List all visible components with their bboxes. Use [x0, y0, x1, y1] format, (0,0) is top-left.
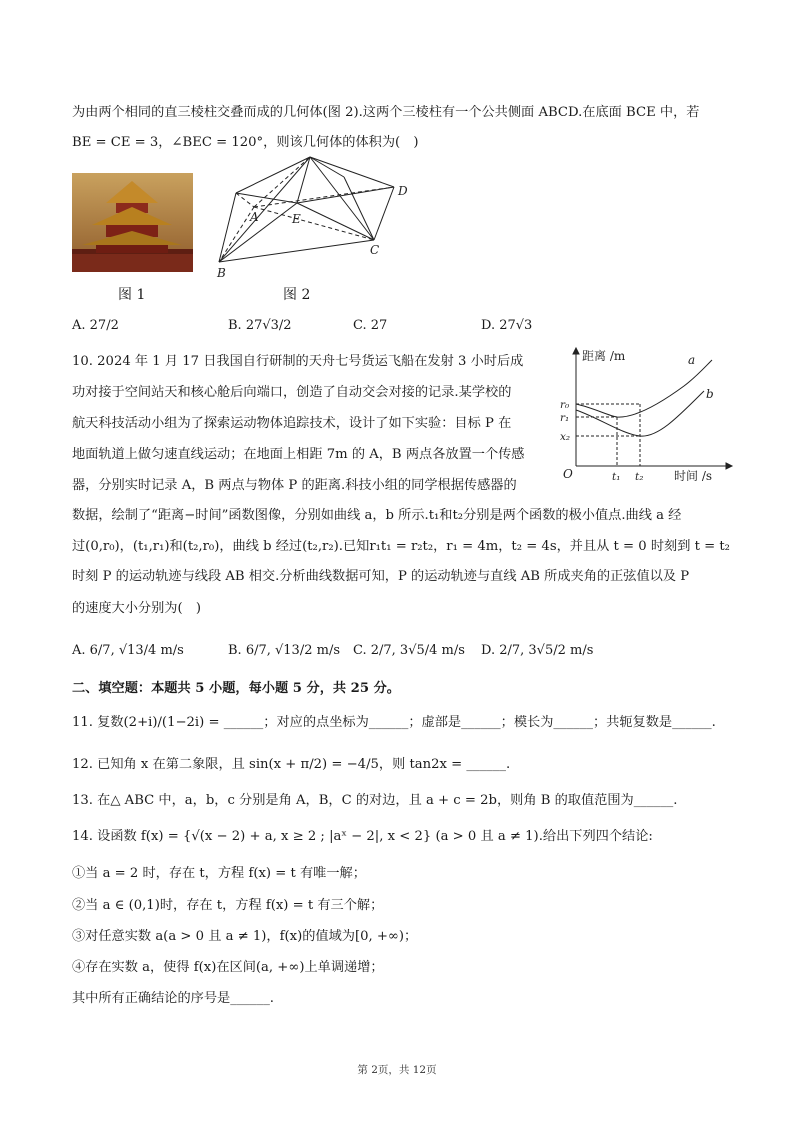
geometry-figure	[214, 155, 419, 280]
q10-line2: 功对接于空间站天和核心舱后向端口，创造了自动交会对接的记录.某学校的	[72, 385, 512, 400]
q14-item-3: ③对任意实数 a(a > 0 且 a ≠ 1)，f(x)的值域为[0, +∞)；	[72, 929, 418, 944]
q12-text: 12. 已知角 x 在第二象限，且 sin(x + π/2) = −4/5，则 tan2x = ______.	[72, 757, 511, 772]
q10-option-c: C. 2/7, 3√5/4 m/s	[353, 643, 465, 658]
point-e: E	[292, 212, 301, 226]
q13-text: 13. 在△ ABC 中，a，b，c 分别是角 A，B，C 的对边，且 a + c = 2b，则角 B 的取值范围为______.	[72, 793, 678, 808]
graph-origin: O	[563, 467, 573, 481]
q10-line6: 数据，绘制了“距离−时间”函数图像，分别如曲线 a，b 所示.t₁和t₂分别是两个函数的极小值点.曲线 a 经	[72, 508, 682, 523]
point-b: B	[217, 266, 226, 280]
q14-end: 其中所有正确结论的序号是______.	[72, 991, 275, 1006]
xtick-t1: t₁	[612, 471, 621, 481]
graph-ylabel: 距离 /m	[582, 349, 626, 363]
curve-b-label: b	[706, 387, 714, 401]
q9-option-d: D. 27√3	[481, 318, 533, 333]
q10-line1: 10. 2024 年 1 月 17 日我国自行研制的天舟七号货运飞船在发射 3 小时后成	[72, 354, 524, 369]
page-footer: 第 2页，共 12页	[357, 1064, 437, 1076]
q10-option-d: D. 2/7, 3√5/2 m/s	[481, 643, 594, 658]
curve-a-label: a	[688, 353, 696, 367]
point-d: D	[398, 184, 408, 198]
q9-option-b: B. 27√3/2	[228, 318, 292, 333]
ytick-x2: x₂	[560, 431, 571, 443]
point-a: A	[250, 210, 259, 224]
section-heading: 二、填空题：本题共 5 小题，每小题 5 分，共 25 分。	[72, 681, 400, 696]
q10-line4: 地面轨道上做匀速直线运动；在地面上相距 7m 的 A，B 两点各放置一个传感	[72, 447, 525, 462]
q14-stem: 14. 设函数 f(x) = {√(x − 2) + a, x ≥ 2 ; |aˣ − 2|, x < 2} (a > 0 且 a ≠ 1).给出下列四个结论:	[72, 829, 653, 844]
q9-line1: 为由两个相同的直三棱柱交叠而成的几何体(图 2).这两个三棱柱有一个公共侧面 ABCD.在底面 BCE 中，若	[72, 105, 700, 120]
q10-option-b: B. 6/7, √13/2 m/s	[228, 643, 340, 658]
q10-option-a: A. 6/7, √13/4 m/s	[72, 643, 184, 658]
graph-xlabel: 时间 /s	[674, 469, 713, 481]
xtick-t2: t₂	[635, 471, 644, 481]
q9-line2: BE = CE = 3，∠BEC = 120°，则该几何体的体积为( )	[72, 135, 419, 150]
pagoda-photo	[72, 173, 193, 272]
q14-item-1: ①当 a = 2 时，存在 t，方程 f(x) = t 有唯一解；	[72, 866, 366, 881]
q11-text: 11. 复数(2+i)/(1−2i) = ______；对应的点坐标为______；虚部是______；模长为______；共轭复数是______.	[72, 715, 716, 730]
q10-line8: 时刻 P 的运动轨迹与线段 AB 相交.分析曲线数据可知，P 的运动轨迹与直线 AB 所成夹角的正弦值以及 P	[72, 569, 690, 584]
fig2-label: 图 2	[283, 287, 311, 303]
q10-line7: 过(0,r₀)，(t₁,r₁)和(t₂,r₀)，曲线 b 经过(t₂,r₂).已知r₁t₁ = r₂t₂，r₁ = 4m，t₂ = 4s，并且从 t = 0 时刻到 t = t₂	[72, 539, 730, 554]
ytick-r0: r₀	[560, 399, 570, 411]
fig1-label: 图 1	[118, 287, 146, 303]
q10-line9: 的速度大小分别为( )	[72, 601, 201, 616]
q10-line3: 航天科技活动小组为了探索运动物体追踪技术，设计了如下实验：目标 P 在	[72, 416, 512, 431]
q14-item-2: ②当 a ∈ (0,1)时，存在 t，方程 f(x) = t 有三个解；	[72, 898, 384, 913]
q10-line5: 器，分别实时记录 A，B 两点与物体 P 的距离.科技小组的同学根据传感器的	[72, 478, 517, 493]
ytick-r1: r₁	[560, 412, 570, 424]
q9-option-a: A. 27/2	[72, 318, 119, 333]
q9-option-c: C. 27	[353, 318, 388, 333]
distance-time-graph	[554, 346, 734, 481]
point-c: C	[370, 243, 380, 257]
q14-item-4: ④存在实数 a，使得 f(x)在区间(a, +∞)上单调递增；	[72, 960, 384, 975]
